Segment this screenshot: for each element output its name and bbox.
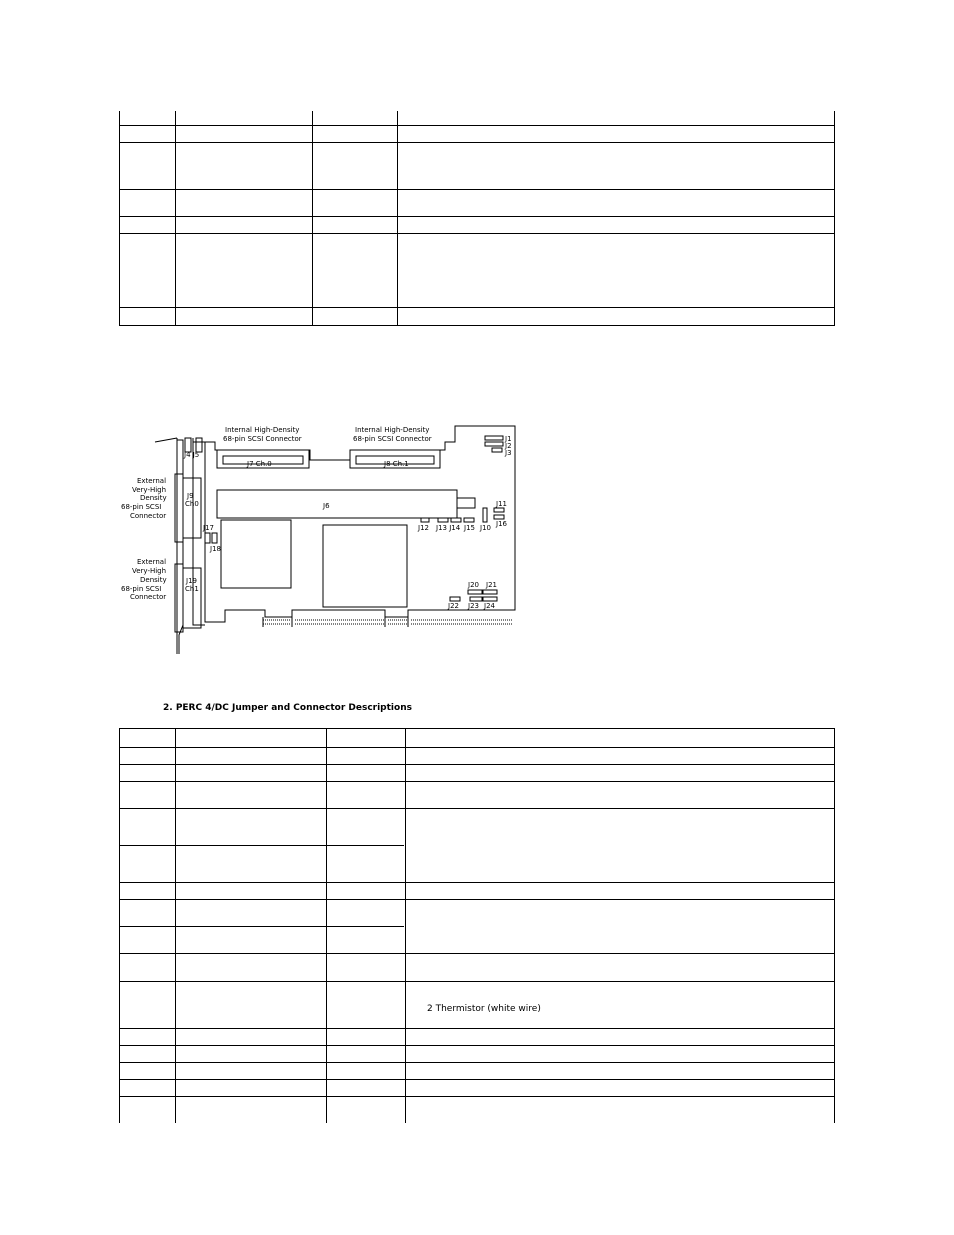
ext0-line2: Very-High bbox=[132, 486, 167, 494]
label-int-ch1-1: Internal High-Density bbox=[355, 426, 430, 434]
table-2 bbox=[119, 728, 835, 1123]
table-row bbox=[120, 307, 834, 308]
thermistor-note: 2 Thermistor (white wire) bbox=[427, 1004, 541, 1014]
label-int-ch0-1: Internal High-Density bbox=[225, 426, 300, 434]
label-j1: J1 bbox=[505, 435, 512, 443]
ext1-line1: External bbox=[137, 558, 167, 566]
table-row bbox=[120, 1045, 834, 1046]
label-j23: J23 bbox=[468, 602, 479, 610]
label-j2: J2 bbox=[505, 442, 512, 450]
label-j19: J19 bbox=[186, 577, 197, 585]
table-row bbox=[120, 953, 834, 954]
label-j18: J18 bbox=[210, 545, 221, 553]
table-row bbox=[120, 845, 404, 846]
table-row bbox=[120, 125, 834, 126]
label-j19-ch1: Ch1 bbox=[185, 585, 199, 593]
ext0-line5: Connector bbox=[130, 512, 167, 520]
label-j20: J20 bbox=[468, 581, 479, 589]
chip-left bbox=[221, 520, 291, 588]
label-int-ch0-2: 68-pin SCSI Connector bbox=[223, 435, 302, 443]
ext1-line4: 68-pin SCSI bbox=[121, 585, 162, 593]
table-2-col-divider bbox=[405, 729, 406, 1123]
label-int-ch1-2: 68-pin SCSI Connector bbox=[353, 435, 432, 443]
table-row bbox=[120, 808, 834, 809]
table-row bbox=[120, 1079, 834, 1080]
label-j12: J12 bbox=[418, 524, 429, 532]
ext1-line3: Density bbox=[140, 576, 167, 584]
ext0-line1: External bbox=[137, 477, 167, 485]
table-1 bbox=[119, 111, 835, 326]
ext0-line4: 68-pin SCSI bbox=[121, 503, 162, 511]
label-j16: J16 bbox=[496, 520, 507, 528]
table-1-col-divider bbox=[175, 111, 176, 325]
label-j8-ch1: J8 Ch.1 bbox=[384, 460, 409, 468]
ext1-line5: Connector bbox=[130, 593, 167, 601]
label-j15: J15 bbox=[464, 524, 475, 532]
ext0-line3: Density bbox=[140, 494, 167, 502]
table-row bbox=[120, 233, 834, 234]
table-2-caption: 2. PERC 4/DC Jumper and Connector Descriptions bbox=[163, 703, 412, 713]
table-row bbox=[120, 747, 834, 748]
perc4dc-board-diagram bbox=[105, 420, 535, 665]
label-j9: J9 bbox=[187, 492, 194, 500]
table-row bbox=[120, 764, 834, 765]
chip-processor bbox=[323, 525, 407, 607]
table-row bbox=[120, 882, 834, 883]
table-row bbox=[120, 981, 834, 982]
label-j3: J3 bbox=[505, 449, 512, 457]
label-j11: J11 bbox=[496, 500, 507, 508]
j9-connector bbox=[183, 478, 201, 538]
j6-slot bbox=[217, 490, 457, 518]
label-j21: J21 bbox=[486, 581, 497, 589]
label-j10: J10 bbox=[480, 524, 491, 532]
ext1-line2: Very-High bbox=[132, 567, 167, 575]
table-row bbox=[120, 781, 834, 782]
table-row bbox=[120, 1062, 834, 1063]
label-j17: J17 bbox=[203, 524, 214, 532]
label-j7: J7 Ch.0 bbox=[247, 460, 272, 468]
table-1-col-divider bbox=[397, 111, 398, 325]
table-row bbox=[120, 926, 404, 927]
table-row bbox=[120, 1028, 834, 1029]
label-j22: J22 bbox=[448, 602, 459, 610]
table-row bbox=[120, 189, 834, 190]
label-j9-ch0: Ch0 bbox=[185, 500, 199, 508]
table-row bbox=[120, 899, 834, 900]
label-j13-j14: J13 J14 bbox=[436, 524, 461, 532]
label-j4-j5: J4 J5 bbox=[184, 451, 200, 459]
label-j24: J24 bbox=[484, 602, 495, 610]
table-row bbox=[120, 216, 834, 217]
table-row bbox=[120, 1096, 834, 1097]
table-row bbox=[120, 142, 834, 143]
table-1-col-divider bbox=[312, 111, 313, 325]
label-j6: J6 bbox=[323, 502, 330, 510]
